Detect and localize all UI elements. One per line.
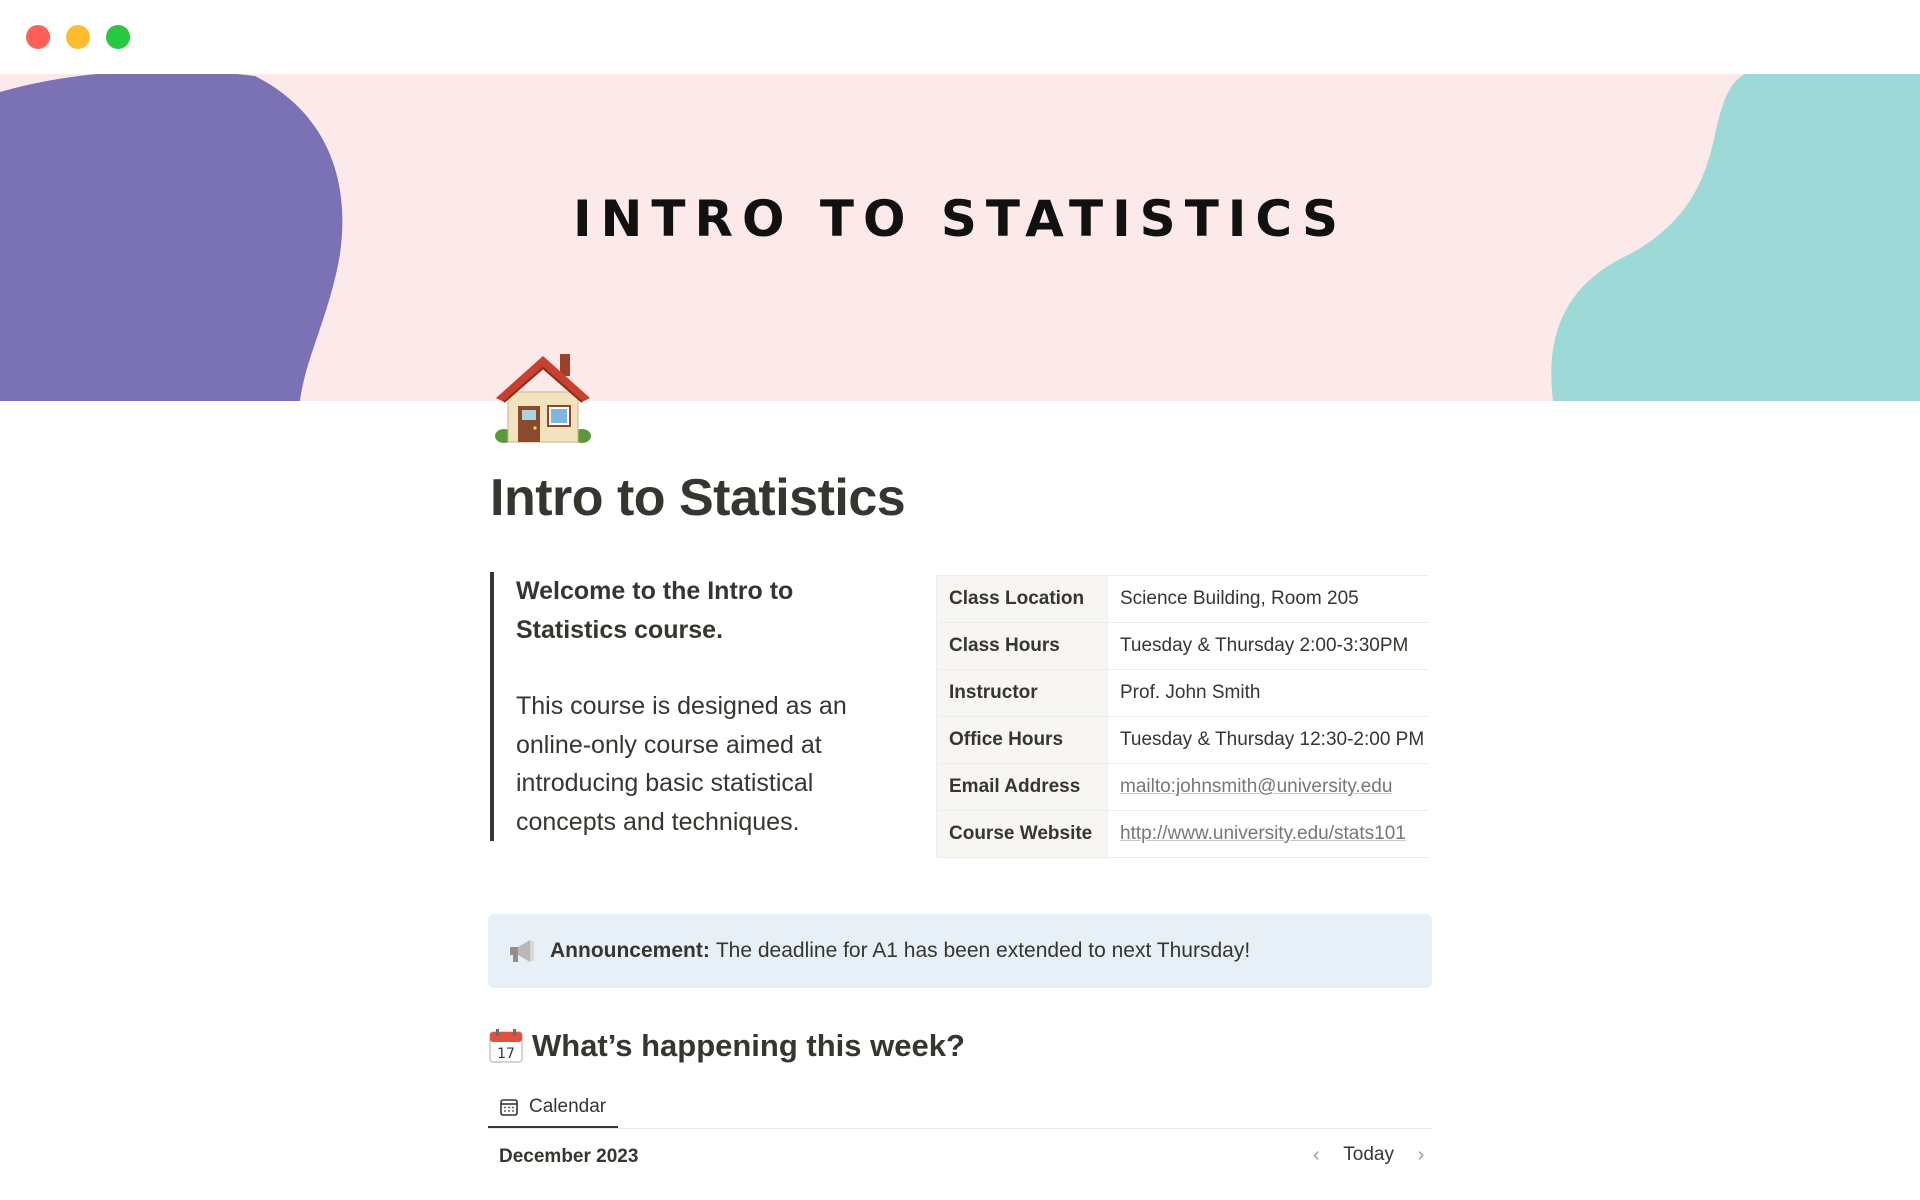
property-key: Class Hours [936,623,1108,669]
window-close-button[interactable] [26,25,50,49]
website-link[interactable]: http://www.university.edu/stats101 [1120,823,1406,844]
page-title[interactable]: Intro to Statistics [490,469,906,527]
callout-text: The deadline for A1 has been extended to next Thursday! [715,939,1251,962]
chevron-right-icon[interactable]: › [1417,1143,1425,1166]
calendar-grid-icon [499,1097,519,1117]
calendar-nav [1305,1144,1432,1166]
calendar-icon [488,1028,524,1064]
tab-calendar[interactable] [488,1088,618,1128]
chevron-left-icon[interactable]: ‹ [1312,1143,1320,1166]
today-button[interactable]: Today [1343,1144,1394,1165]
cover-title: INTRO TO STATISTICS [572,190,1348,248]
property-value[interactable]: Prof. John Smith [1120,682,1261,703]
table-row [936,575,1428,622]
announcement-callout [488,914,1432,988]
page-cover [0,74,1920,401]
calendar-header [488,1140,1432,1176]
tab-label: Calendar [529,1096,607,1117]
database-view-tabs [488,1088,1432,1129]
table-row [936,810,1428,858]
property-value[interactable]: Science Building, Room 205 [1120,588,1359,609]
property-key: Office Hours [936,717,1108,763]
property-key: Course Website [936,811,1108,857]
calendar-month: December 2023 [499,1146,639,1167]
house-icon[interactable] [492,346,594,448]
week-heading [488,1028,965,1064]
property-value[interactable]: Tuesday & Thursday 2:00-3:30PM [1120,635,1409,656]
course-info-table [936,575,1428,858]
quote-heading: Welcome to the Intro to Statistics course. [516,577,794,644]
email-link[interactable]: mailto:johnsmith@university.edu [1120,776,1393,797]
svg-text:17: 17 [497,1046,515,1062]
section-title: What’s happening this week? [532,1028,965,1063]
window-minimize-button[interactable] [66,25,90,49]
megaphone-icon[interactable] [506,936,536,966]
table-row [936,622,1428,669]
quote-body: This course is designed as an online-only course aimed at introducing basic statistical concepts and techniques. [516,692,847,836]
property-key: Instructor [936,670,1108,716]
callout-label: Announcement: [550,939,710,962]
table-row [936,716,1428,763]
table-row [936,763,1428,810]
table-row [936,669,1428,716]
property-key: Email Address [936,764,1108,810]
property-key: Class Location [936,576,1108,622]
property-value[interactable]: Tuesday & Thursday 12:30-2:00 PM [1120,729,1425,750]
window-maximize-button[interactable] [106,25,130,49]
welcome-quote [490,572,896,841]
window-titlebar [0,0,1920,74]
